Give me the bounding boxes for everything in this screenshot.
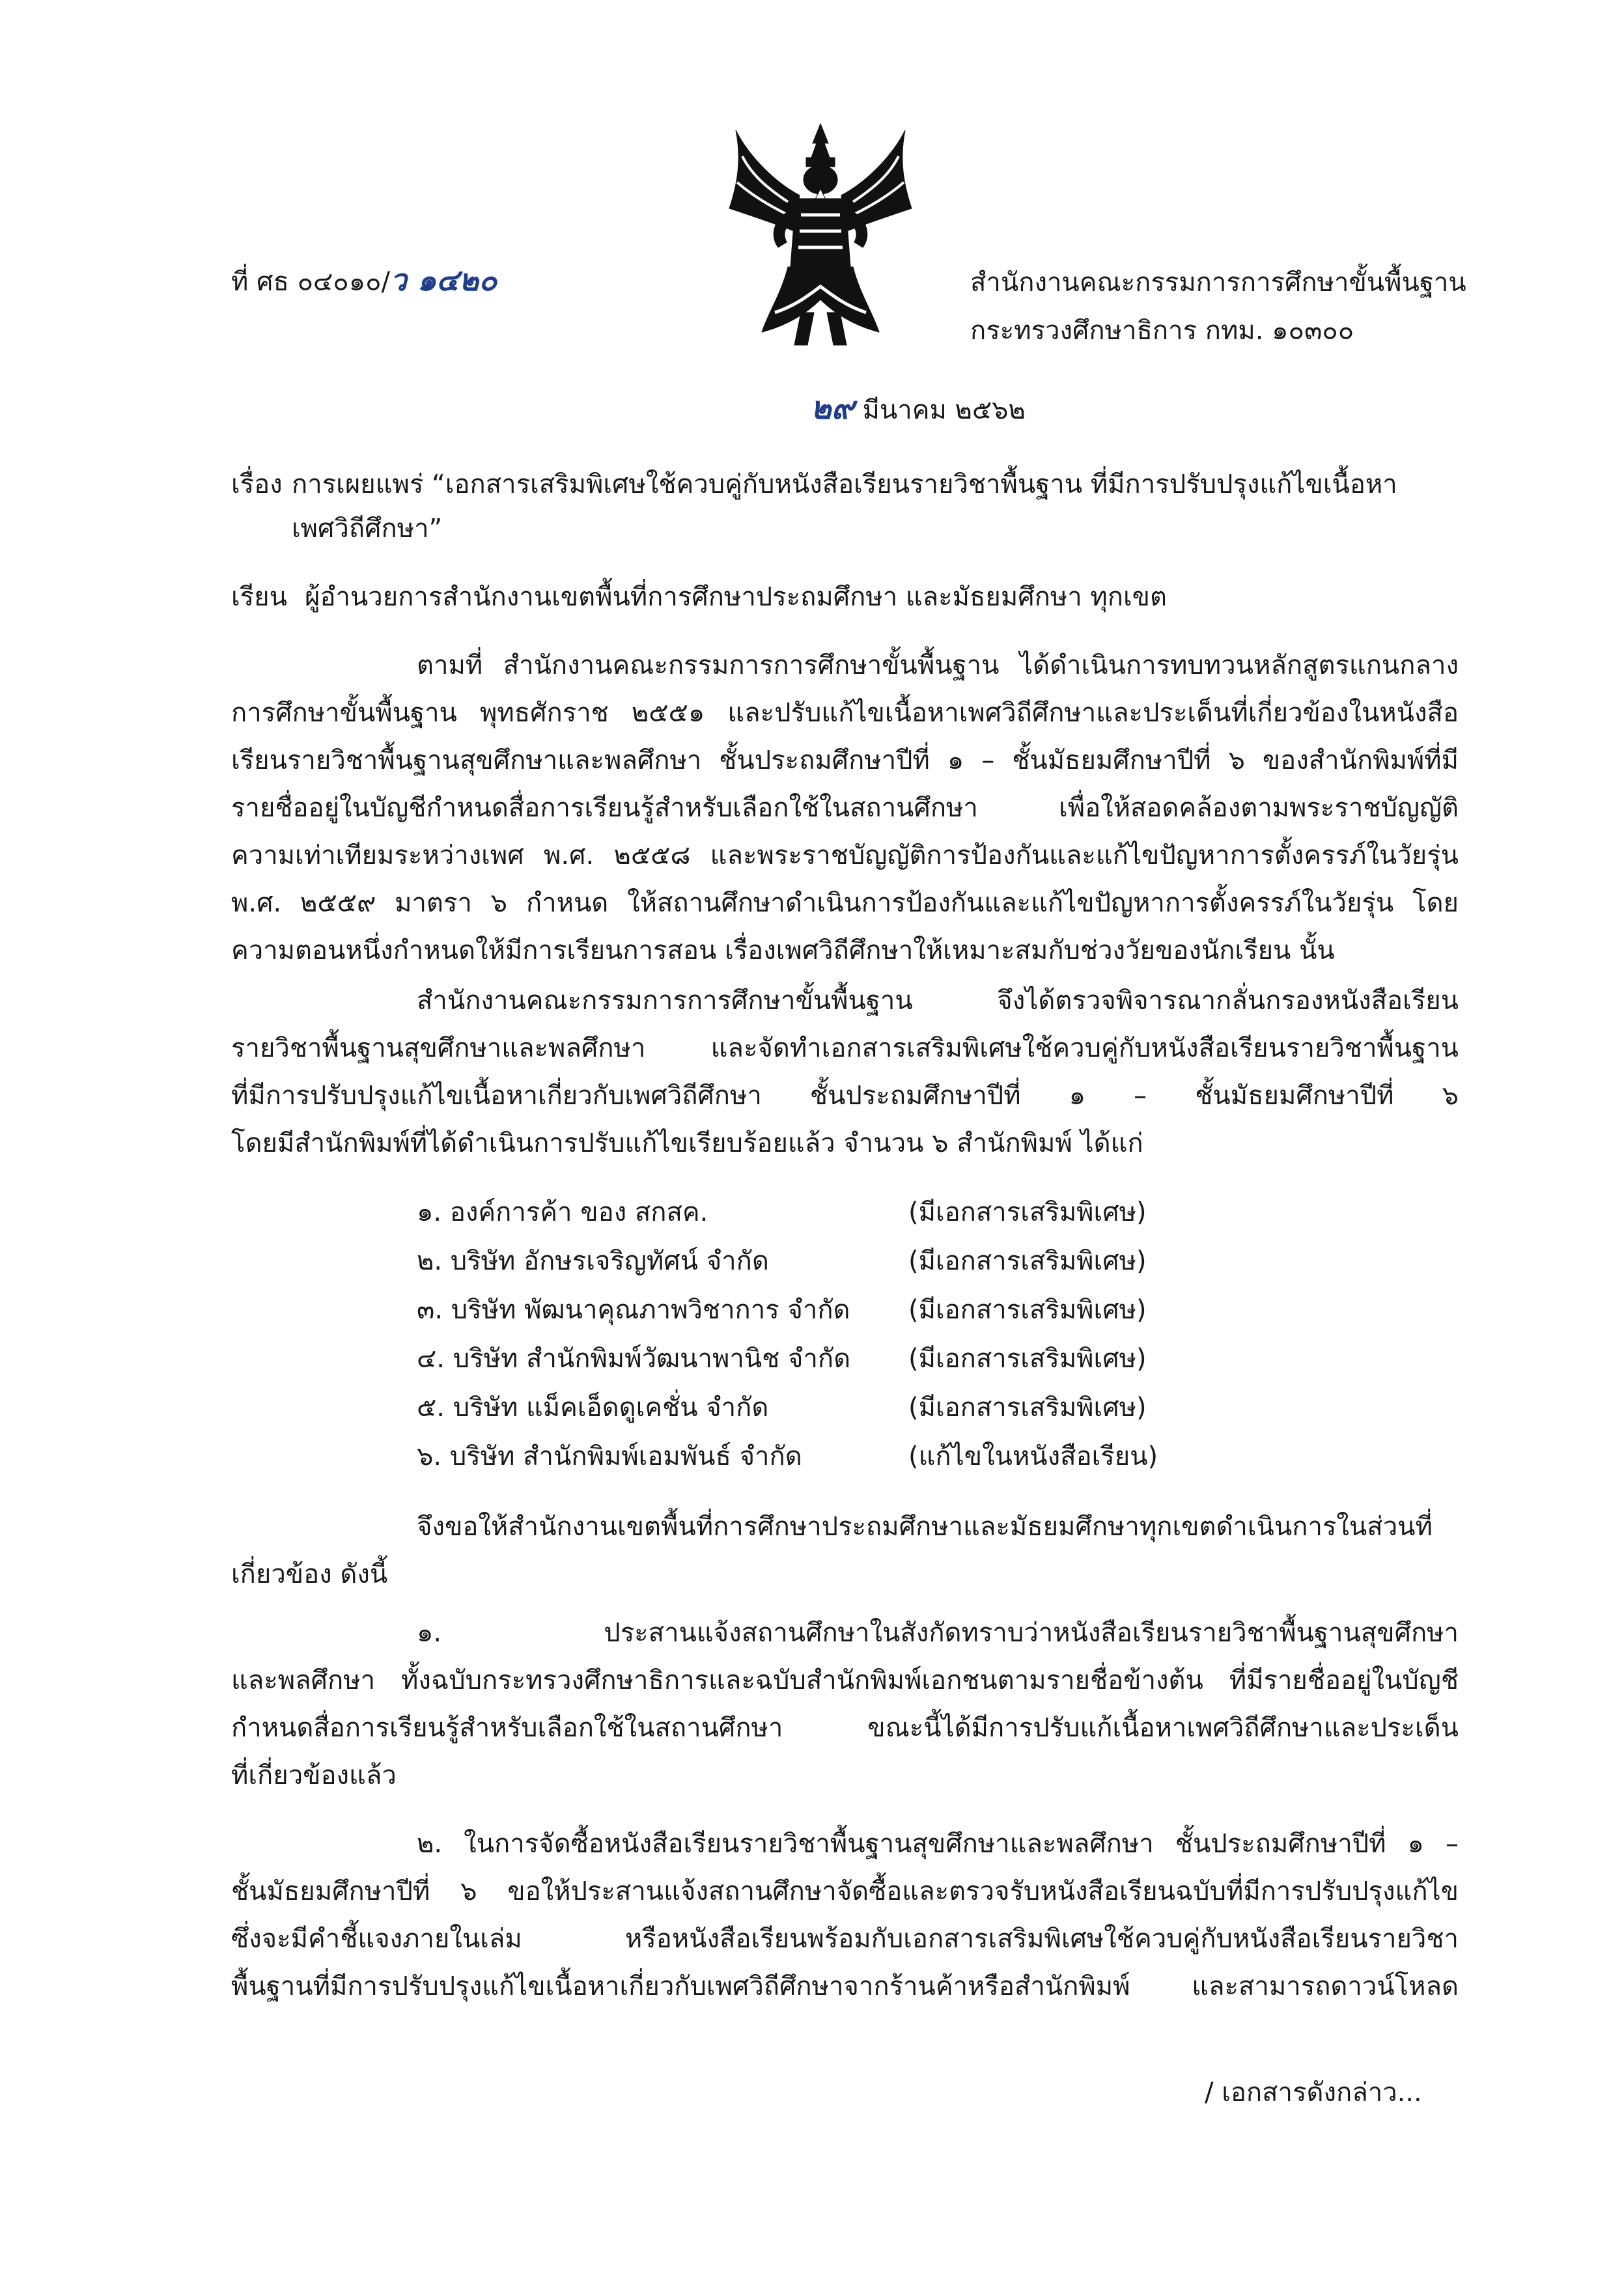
publisher-name: ๑. องค์การค้า ของ สกสค.: [417, 1197, 708, 1227]
item1-line: ๑. ประสานแจ้งสถานศึกษาในสังกัดทราบว่าหนังสือเรียนรายวิชาพื้นฐานสุขศึกษา: [417, 1618, 1459, 1648]
item2-line: ๒. ในการจัดซื้อหนังสือเรียนรายวิชาพื้นฐานสุขศึกษาและพลศึกษา ชั้นประถมศึกษาปีที่ ๑ –: [417, 1829, 1459, 1859]
item2-line: พื้นฐานที่มีการปรับปรุงแก้ไขเนื้อหาเกี่ยวกับเพศวิถีศึกษาจากร้านค้าหรือสำนักพิมพ์ และสามารถดาวน์โหลด: [231, 1971, 1459, 2001]
reference-label: ที่ ศธ ๐๔๐๑๐/: [231, 267, 390, 297]
subject-label: เรื่อง: [231, 469, 283, 499]
para1-line: รายชื่ออยู่ในบัญชีกำหนดสื่อการเรียนรู้สำหรับเลือกใช้ในสถานศึกษา เพื่อให้สอดคล้องตามพระราชบัญญัติ: [231, 793, 1459, 823]
para2-line: ที่มีการปรับปรุงแก้ไขเนื้อหาเกี่ยวกับเพศวิถีศึกษา ชั้นประถมศึกษาปีที่ ๑ – ชั้นมัธยมศึกษาปีที่ ๖: [231, 1081, 1459, 1111]
subject-line-2: เพศวิถีศึกษา”: [292, 514, 443, 544]
office-name: สำนักงานคณะกรรมการการศึกษาขั้นพื้นฐาน: [970, 268, 1466, 298]
para3-line: เกี่ยวข้อง ดังนี้: [231, 1559, 388, 1589]
item1-line: กำหนดสื่อการเรียนรู้สำหรับเลือกใช้ในสถานศึกษา ขณะนี้ได้มีการปรับแก้เนื้อหาเพศวิถีศึกษาและประเด็น: [231, 1713, 1459, 1743]
para1-line: พ.ศ. ๒๕๕๙ มาตรา ๖ กำหนด ให้สถานศึกษาดำเนินการป้องกันและแก้ไขปัญหาการตั้งครรภ์ในวัยรุ่น โดย: [231, 888, 1459, 918]
publisher-note: (มีเอกสารเสริมพิเศษ): [908, 1393, 1147, 1423]
para2-line: รายวิชาพื้นฐานสุขศึกษาและพลศึกษา และจัดทำเอกสารเสริมพิเศษใช้ควบคู่กับหนังสือเรียนรายวิชาพื้นฐาน: [231, 1033, 1459, 1063]
document-date: [811, 390, 1026, 426]
reference-handwritten: ว ๑๔๒๐: [389, 262, 497, 298]
item2-line: ซึ่งจะมีคำชี้แจงภายในเล่ม หรือหนังสือเรียนพร้อมกับเอกสารเสริมพิเศษใช้ควบคู่กับหนังสือเรียนรายวิชา: [231, 1924, 1459, 1954]
publisher-note: (แก้ไขในหนังสือเรียน): [908, 1442, 1158, 1471]
para1-line: การศึกษาขั้นพื้นฐาน พุทธศักราช ๒๕๕๑ และปรับแก้ไขเนื้อหาเพศวิถีศึกษาและประเด็นที่เกี่ยวข้องในหนังสือ: [231, 698, 1459, 728]
item1-line: ที่เกี่ยวข้องแล้ว: [231, 1761, 397, 1790]
para2-line: สำนักงานคณะกรรมการการศึกษาขั้นพื้นฐาน จึงได้ตรวจพิจารณากลั่นกรองหนังสือเรียน: [417, 986, 1459, 1016]
date-day-handwritten: ๒๙: [811, 390, 854, 426]
publisher-name: ๔. บริษัท สำนักพิมพ์วัฒนาพานิช จำกัด: [417, 1344, 851, 1374]
item1-line: และพลศึกษา ทั้งฉบับกระทรวงศึกษาธิการและฉบับสำนักพิมพ์เอกชนตามรายชื่อข้างต้น ที่มีรายชื่ออยู่ในบัญชี: [231, 1665, 1459, 1695]
recipient-text: ผู้อำนวยการสำนักงานเขตพื้นที่การศึกษาประถมศึกษา และมัธยมศึกษา ทุกเขต: [305, 582, 1167, 612]
continuation-marker: / เอกสารดังกล่าว...: [1205, 2078, 1422, 2108]
publisher-note: (มีเอกสารเสริมพิเศษ): [908, 1246, 1147, 1276]
para1-line: ความตอนหนึ่งกำหนดให้มีการเรียนการสอน เรื่องเพศวิถีศึกษาให้เหมาะสมกับช่วงวัยของนักเรียน นั้น: [231, 936, 1335, 966]
publisher-name: ๓. บริษัท พัฒนาคุณภาพวิชาการ จำกัด: [417, 1295, 850, 1325]
subject-line-1: การเผยแพร่ “เอกสารเสริมพิเศษใช้ควบคู่กับหนังสือเรียนรายวิชาพื้นฐาน ที่มีการปรับปรุงแก้ไขเนื้อหา: [292, 469, 1397, 499]
publisher-note: (มีเอกสารเสริมพิเศษ): [908, 1344, 1147, 1374]
reference-number: [231, 262, 497, 298]
garuda-emblem-icon: [723, 117, 918, 352]
publisher-name: ๖. บริษัท สำนักพิมพ์เอมพันธ์ จำกัด: [417, 1442, 802, 1471]
para1-line: ตามที่ สำนักงานคณะกรรมการการศึกษาขั้นพื้นฐาน ได้ดำเนินการทบทวนหลักสูตรแกนกลาง: [417, 650, 1459, 680]
para3-line: จึงขอให้สำนักงานเขตพื้นที่การศึกษาประถมศึกษาและมัธยมศึกษาทุกเขตดำเนินการในส่วนที่: [417, 1512, 1433, 1542]
para2-line: โดยมีสำนักพิมพ์ที่ได้ดำเนินการปรับแก้ไขเรียบร้อยแล้ว จำนวน ๖ สำนักพิมพ์ ได้แก่: [231, 1128, 1143, 1158]
publisher-name: ๒. บริษัท อักษรเจริญทัศน์ จำกัด: [417, 1246, 769, 1276]
office-address: กระทรวงศึกษาธิการ กทม. ๑๐๓๐๐: [970, 316, 1354, 346]
publisher-name: ๕. บริษัท แม็คเอ็ดดูเคชั่น จำกัด: [417, 1393, 769, 1423]
recipient-label: เรียน: [231, 582, 287, 612]
para1-line: เรียนรายวิชาพื้นฐานสุขศึกษาและพลศึกษา ชั้นประถมศึกษาปีที่ ๑ – ชั้นมัธยมศึกษาปีที่ ๖ ของสำนักพิมพ์ที่มี: [231, 745, 1459, 775]
date-month-year: มีนาคม ๒๕๖๒: [862, 395, 1026, 425]
item2-line: ชั้นมัธยมศึกษาปีที่ ๖ ขอให้ประสานแจ้งสถานศึกษาจัดซื้อและตรวจรับหนังสือเรียนฉบับที่มีการปรับปรุงแก้ไข: [231, 1876, 1459, 1906]
para1-line: ความเท่าเทียมระหว่างเพศ พ.ศ. ๒๕๕๘ และพระราชบัญญัติการป้องกันและแก้ไขปัญหาการตั้งครรภ์ในวัยรุ่น: [231, 841, 1459, 871]
publisher-note: (มีเอกสารเสริมพิเศษ): [908, 1295, 1147, 1325]
publisher-note: (มีเอกสารเสริมพิเศษ): [908, 1197, 1147, 1227]
